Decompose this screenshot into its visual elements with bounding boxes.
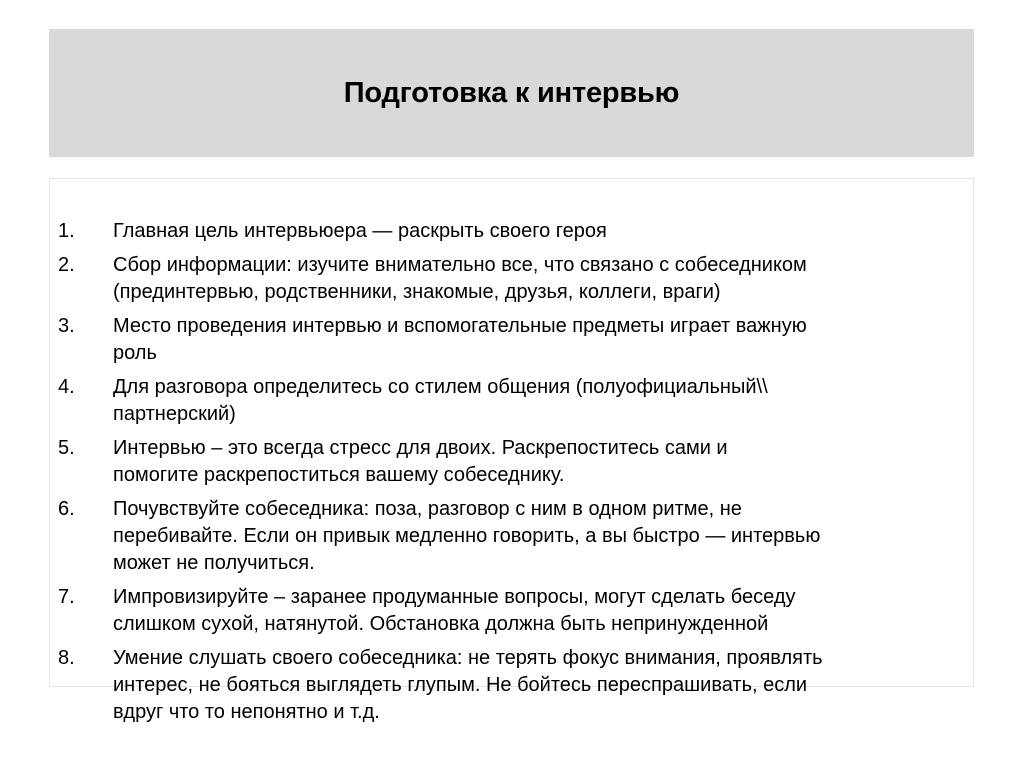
list-item-number: 2. xyxy=(58,254,75,276)
slide-title: Подготовка к интервью xyxy=(343,76,680,109)
list-item xyxy=(0,496,1024,577)
list-item-text: роль xyxy=(113,342,157,364)
numbered-list xyxy=(0,218,1024,733)
list-item-text: вдруг что то непонятно и т.д. xyxy=(113,701,380,723)
list-item-text: Почувствуйте собеседника: поза, разговор с ним в одном ритме, не xyxy=(113,498,742,520)
list-item-text: перебивайте. Если он привык медленно говорить, а вы быстро — интервью xyxy=(113,525,821,547)
title-bar xyxy=(49,29,974,157)
list-item-number: 1. xyxy=(58,220,75,242)
list-item-text: Умение слушать своего собеседника: не терять фокус внимания, проявлять xyxy=(113,647,823,669)
list-item xyxy=(0,584,1024,638)
list-item-number: 8. xyxy=(58,647,75,669)
list-item xyxy=(0,645,1024,726)
list-item xyxy=(0,374,1024,428)
list-item-text: партнерский) xyxy=(113,403,236,425)
list-item-text: слишком сухой, натянутой. Обстановка должна быть непринужденной xyxy=(113,613,769,635)
list-item xyxy=(0,218,1024,245)
list-item-number: 7. xyxy=(58,586,75,608)
list-item-text: Главная цель интервьюера — раскрыть своего героя xyxy=(113,220,607,242)
list-item-text: помогите раскрепоститься вашему собеседнику. xyxy=(113,464,565,486)
list-item-text: Сбор информации: изучите внимательно все, что связано с собеседником xyxy=(113,254,807,276)
list-item xyxy=(0,435,1024,489)
list-item-text: может не получиться. xyxy=(113,552,315,574)
list-item-text: Для разговора определитесь со стилем общения (полуофициальный\\ xyxy=(113,376,768,398)
list-item-text: Место проведения интервью и вспомогательные предметы играет важную xyxy=(113,315,807,337)
list-item-number: 5. xyxy=(58,437,75,459)
list-item-number: 4. xyxy=(58,376,75,398)
list-item-number: 6. xyxy=(58,498,75,520)
list-item-text: интерес, не бояться выглядеть глупым. Не бойтесь переспрашивать, если xyxy=(113,674,808,696)
list-item-number: 3. xyxy=(58,315,75,337)
list-item-text: Интервью – это всегда стресс для двоих. Раскрепоститесь сами и xyxy=(113,437,728,459)
list-item xyxy=(0,252,1024,306)
list-item xyxy=(0,313,1024,367)
list-item-text: (прединтервью, родственники, знакомые, друзья, коллеги, враги) xyxy=(113,281,721,303)
list-item-text: Импровизируйте – заранее продуманные вопросы, могут сделать беседу xyxy=(113,586,796,608)
